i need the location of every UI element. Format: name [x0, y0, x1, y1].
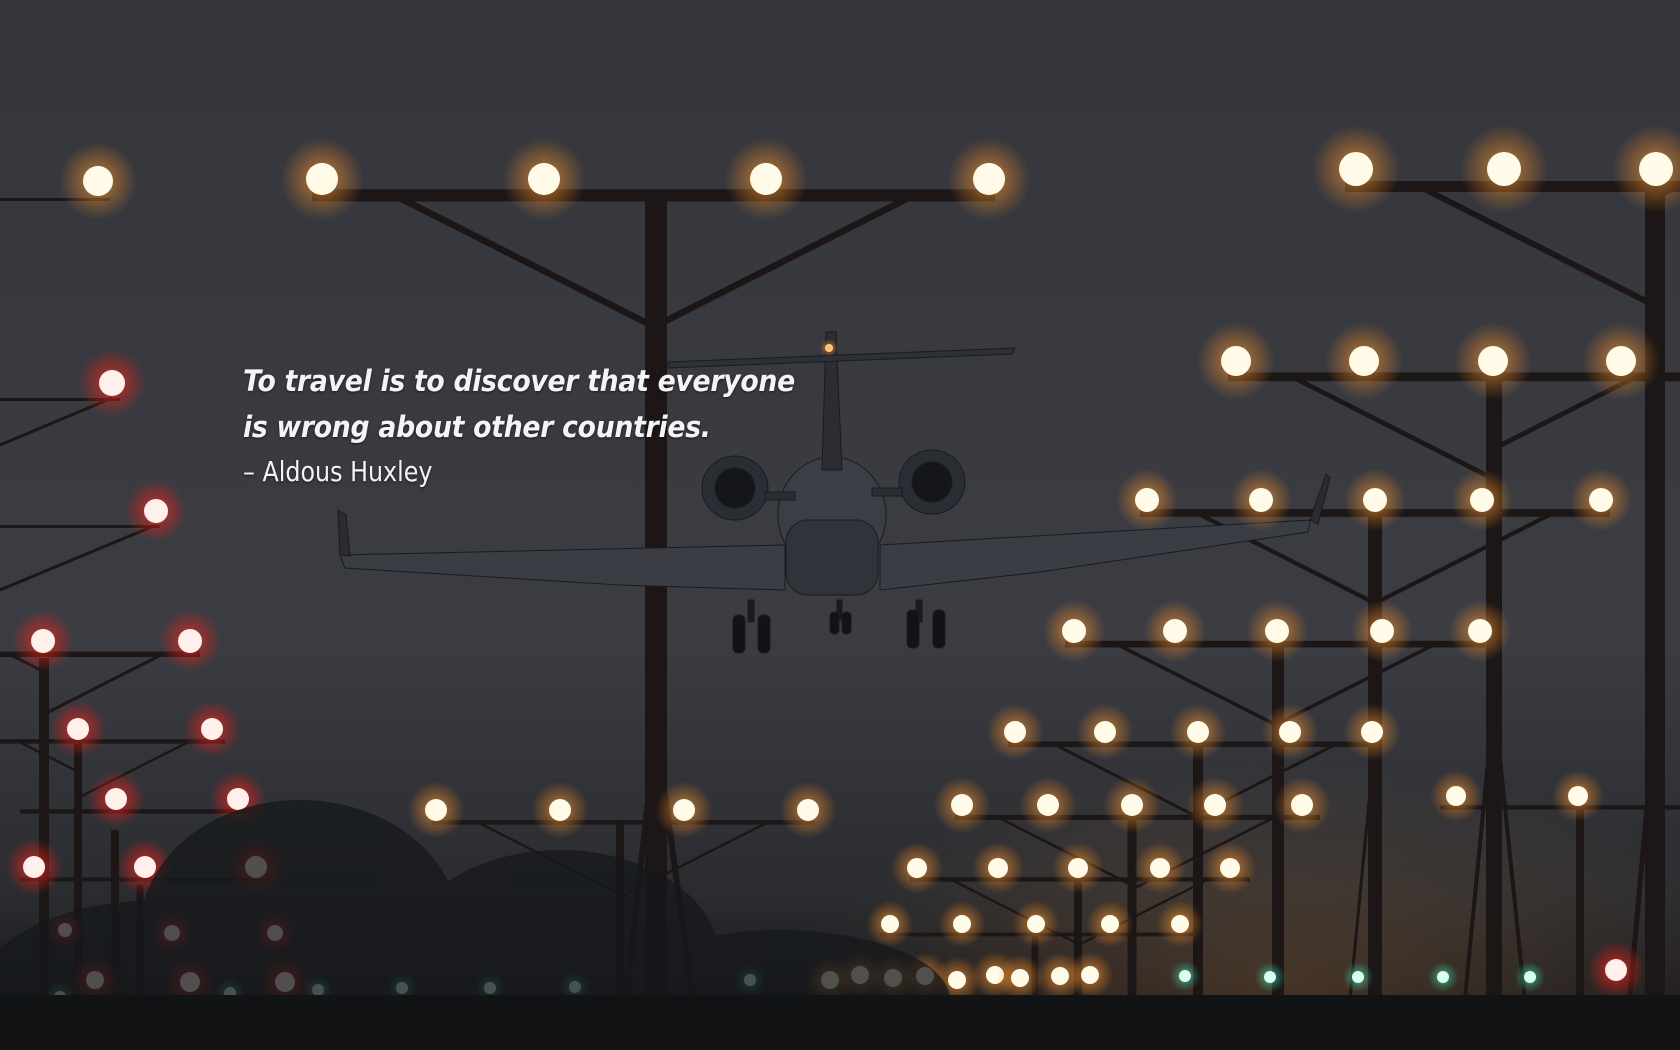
amber-light — [1150, 858, 1170, 878]
amber-light — [881, 915, 899, 933]
quote-author: – Aldous Huxley — [243, 455, 433, 488]
quote-block — [243, 358, 843, 494]
amber-light — [951, 794, 973, 816]
amber-light — [1171, 915, 1189, 933]
light-crossbar — [432, 820, 815, 824]
amber-light — [1363, 488, 1387, 512]
amber-light — [1011, 969, 1029, 987]
amber-light — [1004, 721, 1026, 743]
red-light — [201, 718, 223, 740]
amber-light — [1349, 346, 1379, 376]
amber-light — [1291, 794, 1313, 816]
amber-light — [1361, 721, 1383, 743]
amber-light — [1446, 786, 1466, 806]
amber-light — [988, 858, 1008, 878]
light-crossbar — [312, 189, 995, 201]
red-light — [67, 718, 89, 740]
ground — [0, 995, 1680, 1050]
green-light — [1524, 971, 1536, 983]
amber-light — [1478, 346, 1508, 376]
green-light — [1179, 970, 1191, 982]
amber-light — [953, 915, 971, 933]
green-light — [1264, 971, 1276, 983]
amber-light — [425, 799, 447, 821]
amber-light — [1094, 721, 1116, 743]
amber-light — [1068, 858, 1088, 878]
amber-light — [1062, 619, 1086, 643]
red-light — [178, 629, 202, 653]
amber-light — [1187, 721, 1209, 743]
amber-light — [750, 163, 782, 195]
amber-light — [549, 799, 571, 821]
amber-light — [1339, 152, 1373, 186]
amber-light — [1135, 488, 1159, 512]
red-light — [99, 370, 125, 396]
red-light — [1605, 959, 1627, 981]
amber-light — [1606, 346, 1636, 376]
red-light — [227, 788, 249, 810]
amber-light — [1639, 152, 1673, 186]
red-light — [144, 499, 168, 523]
amber-light — [1249, 488, 1273, 512]
amber-light — [1204, 794, 1226, 816]
amber-light — [1470, 488, 1494, 512]
amber-light — [1051, 967, 1069, 985]
amber-light — [973, 163, 1005, 195]
amber-light — [1468, 619, 1492, 643]
amber-light — [1037, 794, 1059, 816]
amber-light — [797, 799, 819, 821]
amber-light — [1487, 152, 1521, 186]
amber-light — [1589, 488, 1613, 512]
amber-light — [673, 799, 695, 821]
red-light — [23, 856, 45, 878]
amber-light — [1221, 346, 1251, 376]
amber-light — [1220, 858, 1240, 878]
amber-light — [1101, 915, 1119, 933]
amber-light — [1370, 619, 1394, 643]
amber-light — [907, 858, 927, 878]
green-light — [1437, 971, 1449, 983]
red-light — [105, 788, 127, 810]
light-mast — [1645, 185, 1665, 1050]
amber-light — [1568, 786, 1588, 806]
quote-line-1: To travel is to discover that everyone — [243, 364, 795, 398]
amber-light — [528, 163, 560, 195]
amber-light — [1081, 966, 1099, 984]
red-light — [134, 856, 156, 878]
red-light — [31, 629, 55, 653]
green-light — [1352, 971, 1364, 983]
amber-light — [948, 971, 966, 989]
amber-light — [1121, 794, 1143, 816]
quote-line-2: is wrong about other countries. — [243, 410, 711, 444]
amber-light — [1265, 619, 1289, 643]
amber-light — [306, 163, 338, 195]
amber-light — [1163, 619, 1187, 643]
amber-light — [1027, 915, 1045, 933]
amber-light — [1279, 721, 1301, 743]
amber-light — [83, 166, 113, 196]
